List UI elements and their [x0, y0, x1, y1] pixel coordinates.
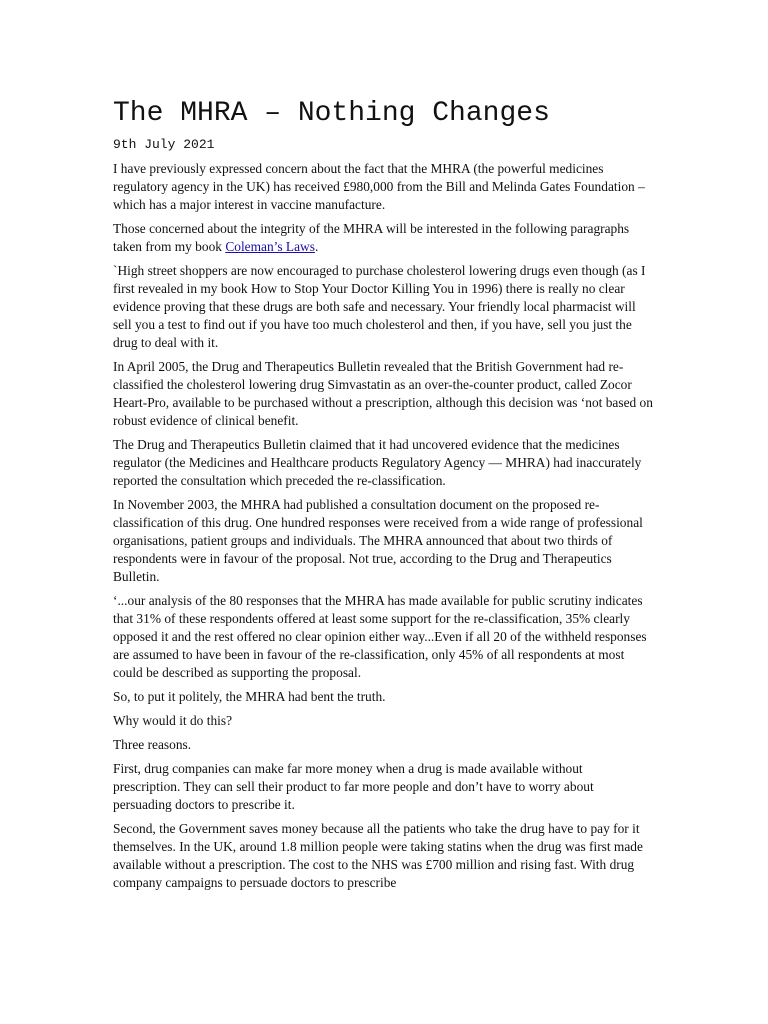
paragraph: ‘...our analysis of the 80 responses that the MHRA has made available for public scrutiny indicates that 31% of these respondents offered at least some support for the re-classification, 35% clearly opposed it and the rest offered no clear opinion either way...Even if all 20 of the withheld responses are assumed to have been in favour of the re-classification, only 45% of all respondents at most could be described as supporting the proposal.	[113, 593, 647, 680]
paragraph: Three reasons.	[113, 737, 192, 752]
paragraph: The Drug and Therapeutics Bulletin claimed that it had uncovered evidence that the medicines regulator (the Medicines and Healthcare products Regulatory Agency — MHRA) had inaccurately reported the consultation which preceded the re-classification.	[113, 437, 642, 488]
paragraph: First, drug companies can make far more money when a drug is made available without prescription. They can sell their product to far more people and don’t have to worry about persuading doctors to prescribe it.	[113, 761, 594, 812]
paragraph: Second, the Government saves money because all the patients who take the drug have to pay for it themselves. In the UK, around 1.8 million people were taking statins when the drug was first made available without a prescription. The cost to the NHS was £700 million and rising fast. With drug company campaigns to persuade doctors to prescribe	[113, 821, 643, 890]
publish-date: 9th July 2021	[113, 137, 215, 152]
paragraph-with-link	[113, 220, 653, 256]
article	[113, 96, 653, 898]
paragraph: Why would it do this?	[113, 713, 233, 728]
paragraph-text: Those concerned about the integrity of the MHRA will be interested in the following paragraphs taken from my book	[113, 221, 630, 254]
paragraph: In April 2005, the Drug and Therapeutics Bulletin revealed that the British Government had re-classified the cholesterol lowering drug Simvastatin as an over-the-counter product, called Zocor Heart-Pro, available to be purchased without a prescription, although this decision was ‘not based on robust evidence of clinical benefit.	[113, 359, 653, 428]
page-title: The MHRA – Nothing Changes	[113, 98, 550, 129]
paragraph: So, to put it politely, the MHRA had bent the truth.	[113, 689, 386, 704]
paragraph: In November 2003, the MHRA had published a consultation document on the proposed re-classification of this drug. One hundred responses were received from a wide range of professional organisations, patient groups and individuals. The MHRA announced that about two thirds of respondents were in favour of the proposal. Not true, according to the Drug and Therapeutics Bulletin.	[113, 497, 643, 584]
paragraph-text-end: .	[314, 239, 319, 254]
paragraph: I have previously expressed concern about the fact that the MHRA (the powerful medicines regulatory agency in the UK) has received £980,000 from the Bill and Melinda Gates Foundation – which has a major interest in vaccine manufacture.	[113, 161, 645, 212]
colemans-laws-link[interactable]: Coleman’s Laws	[225, 239, 315, 254]
paragraph: `High street shoppers are now encouraged to purchase cholesterol lowering drugs even though (as I first revealed in my book How to Stop Your Doctor Killing You in 1996) there is really no clear evidence proving that these drugs are both safe and necessary. Your friendly local pharmacist will sell you a test to find out if you have too much cholesterol and then, if you have, sell you just the drug to deal with it.	[113, 263, 646, 350]
